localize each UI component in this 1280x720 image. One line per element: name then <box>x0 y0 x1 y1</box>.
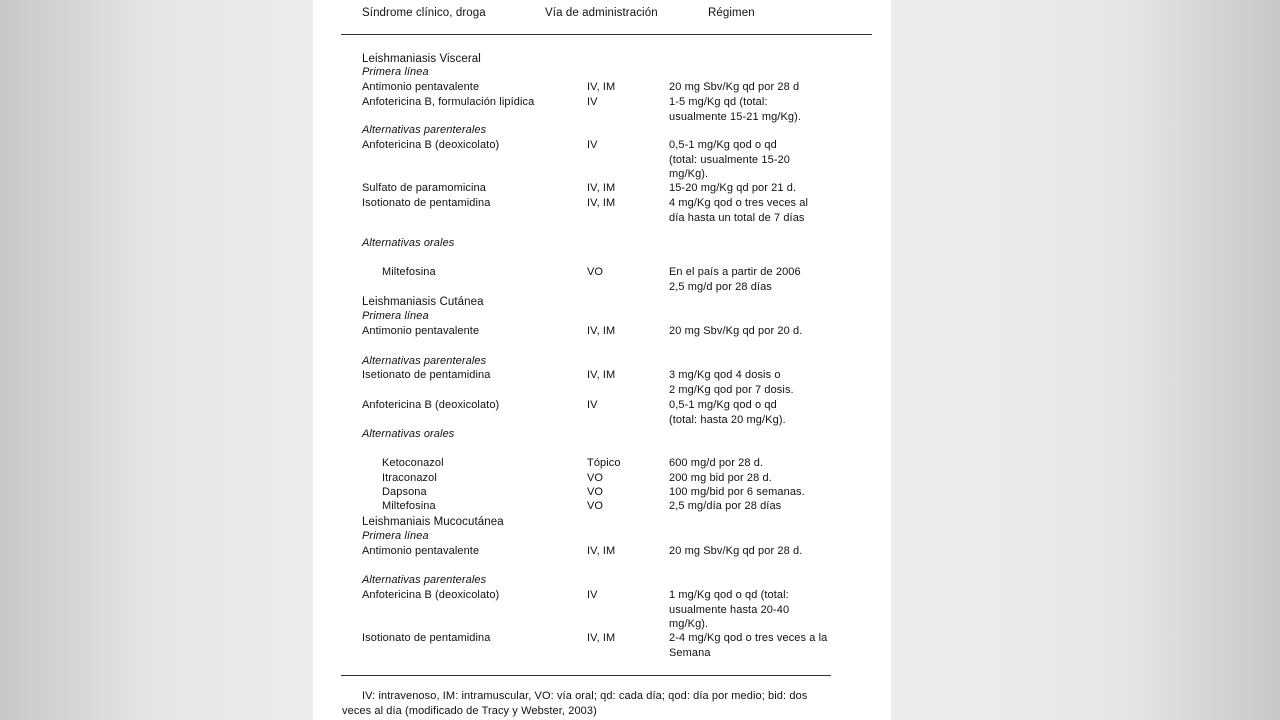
drug-name: Anfotericina B, formulación lipídica <box>362 96 535 108</box>
regimen-line: 2,5 mg/d por 28 días <box>669 280 772 293</box>
drug-name: Sulfato de paramomicina <box>362 182 486 194</box>
section-title: Leishmaniasis Visceral <box>362 53 481 65</box>
subsection-title: Primera línea <box>362 310 429 322</box>
section-title: Leishmaniasis Cutánea <box>362 296 484 308</box>
drug-name: Anfotericina B (deoxicolato) <box>362 139 500 151</box>
drug-name: Ketoconazol <box>382 457 444 469</box>
route-cell: IV <box>587 139 598 151</box>
route-cell: IV, IM <box>587 369 616 381</box>
regimen-line: 100 mg/bid por 6 semanas. <box>669 486 805 498</box>
route-cell: VO <box>587 486 604 498</box>
route-cell: IV, IM <box>587 545 616 557</box>
subsection-title: Alternativas orales <box>362 428 455 440</box>
regimen-line: usualmente 15-21 mg/Kg). <box>669 110 802 123</box>
regimen-line: mg/Kg). <box>669 168 709 180</box>
subsection-title: Alternativas orales <box>362 237 455 249</box>
regimen-line: 0,5-1 mg/Kg qod o qd <box>669 139 777 151</box>
route-cell: VO <box>587 472 604 484</box>
regimen-line: usualmente hasta 20-40 <box>669 603 790 616</box>
drug-name: Isotionato de pentamidina <box>362 197 491 209</box>
subsection-title: Primera línea <box>362 530 429 542</box>
regimen-line: 4 mg/Kg qod o tres veces al <box>669 197 809 209</box>
route-cell: IV, IM <box>587 325 616 337</box>
regimen-line: día hasta un total de 7 días <box>669 211 805 224</box>
drug-name: Anfotericina B (deoxicolato) <box>362 399 500 411</box>
section-title: Leishmaniais Mucocutánea <box>362 516 504 528</box>
header-route: Vía de administración <box>545 7 658 19</box>
route-cell: IV, IM <box>587 632 616 644</box>
footnote-line-1: IV: intravenoso, IM: intramuscular, VO: vía oral; qd: cada día; qod: día por medio; bid: dos <box>362 690 808 702</box>
drug-name: Miltefosina <box>382 500 436 512</box>
regimen-line: Semana <box>669 646 711 659</box>
header-regimen: Régimen <box>708 7 755 19</box>
header-rule <box>341 34 872 35</box>
route-cell: IV <box>587 96 598 108</box>
drug-name: Antimonio pentavalente <box>362 545 480 557</box>
footer-rule <box>341 675 831 676</box>
regimen-line: 2,5 mg/día por 28 días <box>669 500 782 512</box>
regimen-line: 2 mg/Kg qod por 7 dosis. <box>669 383 794 396</box>
drug-name: Miltefosina <box>382 266 436 278</box>
regimen-line: 0,5-1 mg/Kg qod o qd <box>669 399 777 411</box>
route-cell: IV <box>587 399 598 411</box>
regimen-line: 20 mg Sbv/Kg qd por 20 d. <box>669 325 803 337</box>
route-cell: IV, IM <box>587 197 616 209</box>
route-cell: IV, IM <box>587 81 616 93</box>
subsection-title: Primera línea <box>362 66 429 78</box>
drug-name: Antimonio pentavalente <box>362 325 480 337</box>
regimen-line: 200 mg bid por 28 d. <box>669 472 772 484</box>
regimen-line: 20 mg Sbv/Kg qd por 28 d <box>669 81 800 93</box>
regimen-line: En el país a partir de 2006 <box>669 266 801 278</box>
drug-name: Isetionato de pentamidina <box>362 369 491 381</box>
drug-name: Isotionato de pentamidina <box>362 632 491 644</box>
drug-name: Anfotericina B (deoxicolato) <box>362 589 500 601</box>
regimen-line: (total: usualmente 15-20 <box>669 153 791 166</box>
route-cell: VO <box>587 500 604 512</box>
regimen-line: 15-20 mg/Kg qd por 21 d. <box>669 182 797 194</box>
subsection-title: Alternativas parenterales <box>362 574 487 586</box>
document-page <box>313 0 891 720</box>
drug-name: Antimonio pentavalente <box>362 81 480 93</box>
header-syndrome-drug: Síndrome clínico, droga <box>362 7 486 19</box>
route-cell: IV <box>587 589 598 601</box>
regimen-line: mg/Kg). <box>669 618 709 630</box>
drug-name: Itraconazol <box>382 472 437 484</box>
regimen-line: 20 mg Sbv/Kg qd por 28 d. <box>669 545 803 557</box>
route-cell: Tópico <box>587 457 621 469</box>
route-cell: VO <box>587 266 604 278</box>
regimen-line: 1-5 mg/Kg qd (total: <box>669 96 768 108</box>
drug-name: Dapsona <box>382 486 427 498</box>
subsection-title: Alternativas parenterales <box>362 124 487 136</box>
regimen-line: 600 mg/d por 28 d. <box>669 457 764 469</box>
regimen-line: (total: hasta 20 mg/Kg). <box>669 413 786 426</box>
regimen-line: 1 mg/Kg qod o qd (total: <box>669 589 789 601</box>
footnote-line-2: veces al día (modificado de Tracy y Webster, 2003) <box>342 705 597 717</box>
regimen-line: 3 mg/Kg qod 4 dosis o <box>669 369 781 381</box>
regimen-line: 2-4 mg/Kg qod o tres veces a la <box>669 632 828 644</box>
subsection-title: Alternativas parenterales <box>362 355 487 367</box>
route-cell: IV, IM <box>587 182 616 194</box>
